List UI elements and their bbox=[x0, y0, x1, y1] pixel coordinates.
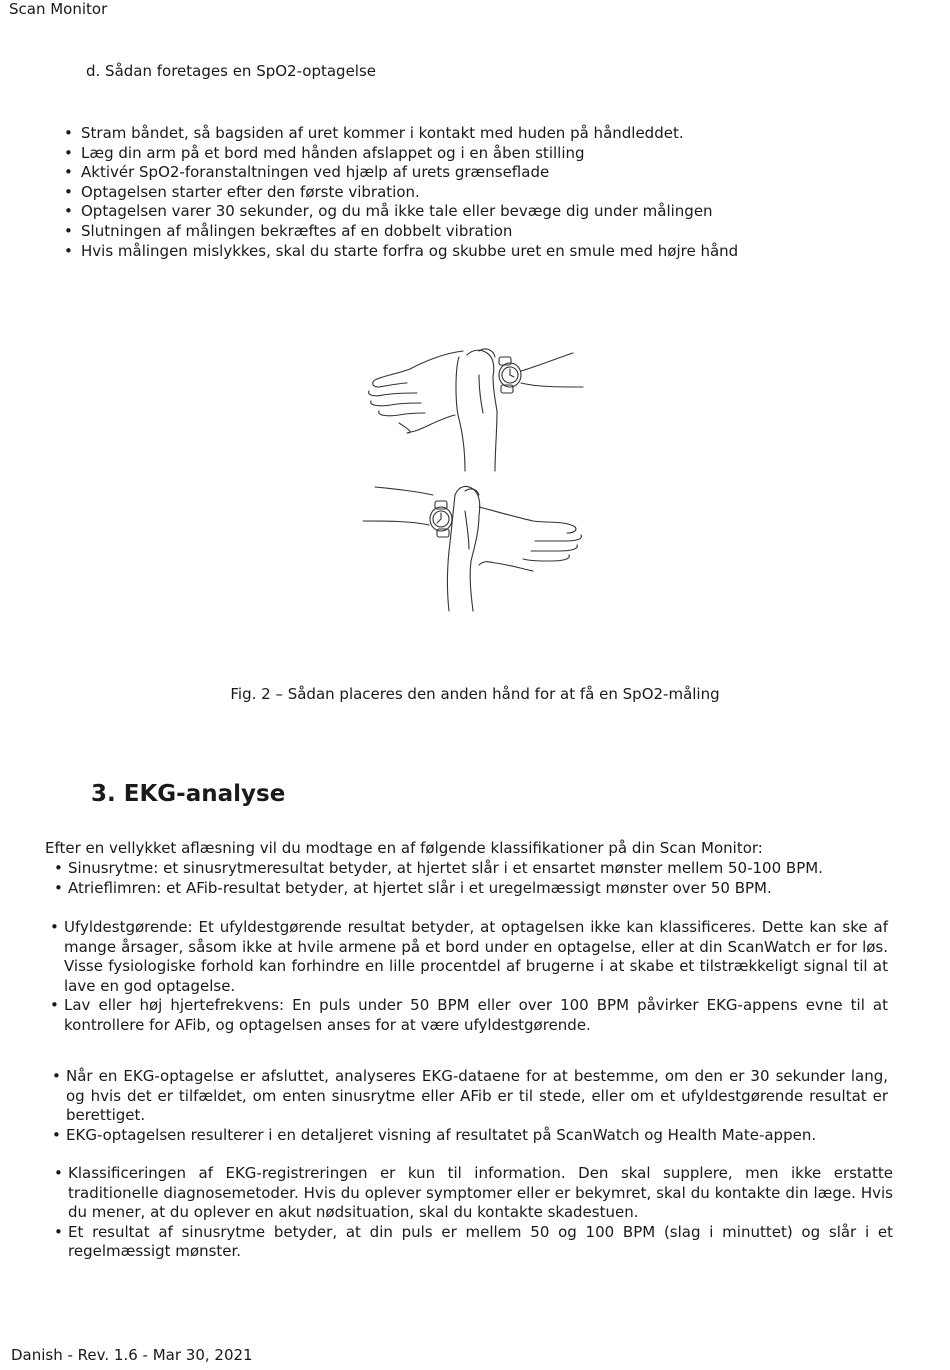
list-item: • Optagelsen varer 30 sekunder, og du må ikke tale eller bevæge dig under målingen bbox=[64, 202, 824, 222]
list-item: • Aktivér SpO2-foranstaltningen ved hjælp af urets grænseflade bbox=[64, 163, 824, 183]
disclaimer-list bbox=[54, 1164, 893, 1262]
list-item: • Slutningen af målingen bekræftes af en dobbelt vibration bbox=[64, 222, 824, 242]
spo2-instructions-list bbox=[64, 124, 824, 261]
page-footer: Danish - Rev. 1.6 - Mar 30, 2021 bbox=[11, 1346, 253, 1364]
document-header-title: Scan Monitor bbox=[9, 0, 108, 18]
top-hand-drawing bbox=[369, 349, 583, 471]
section-d-title: d. Sådan foretages en SpO2-optagelse bbox=[86, 62, 377, 80]
bottom-hand-drawing bbox=[363, 487, 581, 611]
list-item: • EKG-optagelsen resulterer i en detaljeret visning af resultatet på ScanWatch og Health Mate-appen. bbox=[52, 1126, 888, 1146]
list-item: • Optagelsen starter efter den første vibration. bbox=[64, 183, 824, 203]
figure-caption: Fig. 2 – Sådan placeres den anden hånd for at få en SpO2-måling bbox=[230, 685, 720, 703]
inconclusive-list bbox=[50, 918, 888, 1036]
list-item: • Klassificeringen af EKG-registreringen er kun til information. Den skal supplere, men ikke erstatte traditionelle diagnosemetoder. Hvis du oplever symptomer eller er bekymret, skal du kontakte din læge. Hvis du mener, at du oplever en akut nødsituation, skal du kontakte skadestuen. bbox=[54, 1164, 893, 1223]
list-item: • Atrieflimren: et AFib-resultat betyder, at hjertet slår i et uregelmæssigt mønster over 50 BPM. bbox=[54, 879, 884, 899]
list-item: • Sinusrytme: et sinusrytmeresultat betyder, at hjertet slår i et ensartet mønster mellem 50-100 BPM. bbox=[54, 859, 884, 879]
hand-on-watch-illustration bbox=[355, 335, 595, 625]
list-item: • Når en EKG-optagelse er afsluttet, analyseres EKG-dataene for at bestemme, om den er 30 sekunder lang, og hvis det er tilfældet, om enten sinusrytme eller AFib er til stede, eller om et ufyldestgørende resultat er berettiget. bbox=[52, 1067, 888, 1126]
list-item: • Læg din arm på et bord med hånden afslappet og i en åben stilling bbox=[64, 144, 824, 164]
list-item: • Et resultat af sinusrytme betyder, at din puls er mellem 50 og 100 BPM (slag i minuttet) og slår i et regelmæssigt mønster. bbox=[54, 1223, 893, 1262]
classification-list bbox=[54, 859, 884, 898]
list-item: • Lav eller høj hjertefrekvens: En puls under 50 BPM eller over 100 BPM påvirker EKG-appens evne til at kontrollere for AFib, og optagelsen anses for at være ufyldestgørende. bbox=[50, 996, 888, 1035]
list-item: • Ufyldestgørende: Et ufyldestgørende resultat betyder, at optagelsen ikke kan klassificeres. Dette kan ske af mange årsager, såsom ikke at hvile armene på et bord under en optagelse, eller at din ScanWatch er for løs. Visse fysiologiske forhold kan forhindre en lille procentdel af brugerne i at skabe et tilstrækkeligt signal til at lave en god optagelse. bbox=[50, 918, 888, 996]
list-item: • Stram båndet, så bagsiden af uret kommer i kontakt med huden på håndleddet. bbox=[64, 124, 824, 144]
analysis-list bbox=[52, 1067, 888, 1145]
list-item: • Hvis målingen mislykkes, skal du starte forfra og skubbe uret en smule med højre hånd bbox=[64, 242, 824, 262]
section-heading: 3. EKG-analyse bbox=[91, 781, 286, 807]
section-intro: Efter en vellykket aflæsning vil du modtage en af følgende klassifikationer på din Scan Monitor: bbox=[45, 839, 763, 857]
